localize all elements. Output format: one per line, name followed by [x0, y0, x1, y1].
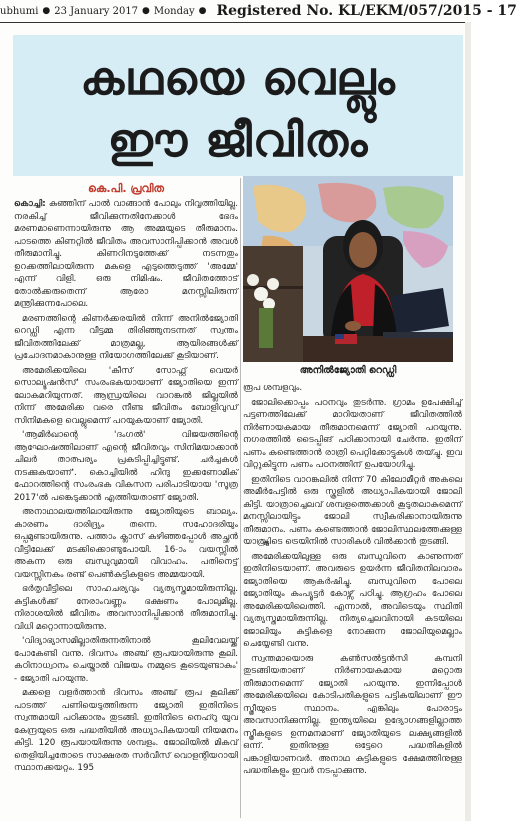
- registration-number: Registered No. KL/EKM/057/2015 - 17: [216, 3, 517, 19]
- article-paragraph: മക്കളെ വളർത്താൻ ദിവസം അഞ്ച് രൂപ കൂലിക്ക് പാടത്ത് പണിയെടുത്തിരുന്ന ജ്യോതി ഇതിനിടെ സ്വന്തമായി പഠിക്കാനും തുടങ്ങി. ഇതിനിടെ നെഹ്റു യുവ കേന്ദ്രയുടെ ഒരു പദ്ധതിയിൽ അധ്യാപികയായി നിയമനം കിട്ടി. 120 രൂപയായിരുന്നു ശമ്പളം. ജോലിയിൽ മികവ് തെളിയിച്ചതോടെ സാക്ഷരത സർവീസ് വൊളന്റിയറായി സ്ഥാനക്കയറ്റം. 195: [14, 688, 238, 773]
- byline: കെ.പി. പ്രവിത: [88, 182, 164, 195]
- article-paragraph: രൂപ ശമ്പളവും.: [243, 383, 303, 393]
- paragraph-text: കുഞ്ഞിന് പാൽ വാങ്ങാൻ പോലും നിവൃത്തിയില്ല. നരകിച്ച് ജീവിക്കുന്നതിനേക്കാൾ ഭേദം മരണമാണെന്നായിരുന്നു ആ അമ്മയുടെ തീരുമാനം. പാടത്തെ കിണറ്റിൽ ജീവിതം അവസാനിപ്പിക്കാൻ അവൾ തീരുമാനിച്ചു. കിണറിനടുത്തേക്ക് നടന്നതും ഉറക്കത്തിലായിരുന്ന മകളെ എടുത്തെടുത്ത് 'അമ്മേ' എന്ന് വിളി. ഒരു നിമിഷം. ജീവിതത്തോട് തോൽക്കരുതെന്ന് ആരോ മനസ്സിലിരുന്ന് മന്ത്രിക്കുന്നപോലെ.: [14, 199, 238, 309]
- article-paragraph: അമേരിക്കയിലെ 'കീസ് സോഫ്റ്റ് വെയർ സൊല്യൂഷൻസ്' സംരംഭകയായാണ് ജ്യോതിയെ ഇന്ന് ലോകമറിയുന്നത്. ആന്ധ്രയിലെ വാറങ്കൽ ജില്ലയിൽ നിന്ന് അമേരിക്ക വരെ നീണ്ട ജീവിതം ബോളിവുഡ് സിനിമകളെ വെല്ലുമെന്ന് പറയുകയാണ് ജ്യോതി.: [14, 365, 238, 426]
- article-paragraph: സ്വന്തമായൊരു കൺസൽട്ടൻസി കമ്പനി തുടങ്ങിയതാണ് നിർണായകമായ മറ്റൊരു തീരുമാനമെന്ന് ജ്യോതി പറയുന്നു. ഇന്നിപ്പോൾ അമേരിക്കയിലെ കോടിപതികളുടെ പട്ടികയിലാണ് ഈ സ്ത്രീയുടെ സ്ഥാനം. എങ്കിലും പോരാട്ടം അവസാനിക്കുന്നില്ല. ഇന്ത്യയിലെ ഉദ്യോഗങ്ങളില്ലാത്ത സ്ത്രീകളുടെ ഉന്നമനമാണ് ജ്യോതിയുടെ ലക്ഷ്യങ്ങളിൽ ഒന്ന്. ഇതിനുള്ള ഒട്ടേറെ പദ്ധതികളിൽ പങ്കാളിയാണവർ. അനാഥ കുട്ടികളുടെ ക്ഷേമത്തിനുള്ള പദ്ധതികളും ഇവർ നടപ്പാക്കുന്നു.: [243, 653, 462, 776]
- dateline: കൊച്ചി:: [14, 199, 46, 209]
- article-paragraph: ജോലിക്കൊപ്പം പഠനവും തുടർന്നു. ഗ്രാമം ഉപേക്ഷിച്ച് പട്ടണത്തിലേക്ക് മാറിയതാണ് ജീവിതത്തിൽ നിർണായകമായ തീരുമാനമെന്ന് ജ്യോതി പറയുന്നു. നഗരത്തിൽ ടൈപ്പിങ് പഠിക്കാനായി ചേർന്നു. ഇതിന് പണം കണ്ടെത്താൻ രാത്രി പെറ്റിക്കോട്ടുകൾ തയ്ച്ചു. ഇവ വിറ്റുകിട്ടുന്ന പണം പഠനത്തിന് ഉപയോഗിച്ചു.: [243, 397, 462, 470]
- article-column-left: [14, 198, 238, 816]
- separator-dot-icon: ●: [42, 6, 51, 16]
- article-paragraph: [14, 198, 238, 311]
- article-column-right: [243, 382, 462, 814]
- paper-name-fragment: ubhumi: [0, 5, 39, 17]
- article-photo: [243, 176, 453, 362]
- article-paragraph: അനാഥാലയത്തിലായിരുന്നു ജ്യോതിയുടെ ബാല്യം. കാരണം ദാരിദ്ര്യം തന്നെ. സഹോദരിയും ഒപ്പമുണ്ടായിരുന്നു. പത്താം ക്ലാസ് കഴിഞ്ഞപ്പോൾ അച്ഛൻ വീട്ടിലേക്ക് മടക്കിക്കൊണ്ടുപോയി. 16-ാം വയസ്സിൽ അകന്ന ഒരു ബന്ധുവുമായി വിവാഹം. പതിനെട്ട് വയസ്സിനകം രണ്ട് പെൺകുട്ടികളുടെ അമ്മയായി.: [14, 507, 238, 580]
- publication-day: Monday: [153, 5, 195, 17]
- article-paragraph: മരണത്തിന്റെ കിണർക്കരയിൽ നിന്ന് അനിൽജ്യോതി റെഡ്ഡി എന്ന വീട്ടമ്മ തിരിഞ്ഞുനടന്നത് സ്വന്തം ജീവിതത്തിലേക്ക് മാത്രമല്ല, ആയിരങ്ങൾക്ക് പ്രചോദനമാകാനുള്ള നിയോഗത്തിലേക്ക് കൂടിയാണ്.: [14, 313, 238, 361]
- separator-dot-icon: ●: [198, 6, 207, 16]
- article-paragraph: ഇതിനിടെ വാറങ്കലിൽ നിന്ന് 70 കിലോമീറ്റർ അകലെ അമീർപേട്ടിൽ ഒരു സ്കൂളിൽ അധ്യാപികയായി ജോലി കിട്ടി. യാത്രാച്ചെലവ് ശമ്പളത്തെക്കാൾ കൂടുതലാകുമെന്ന് മനസ്സിലായിട്ടും ജോലി സ്വീകരിക്കാനായിരുന്നു തീരുമാനം. പണം കണ്ടെത്താൻ ജോലിസ്ഥലത്തേക്കുള്ള യാത്ര്യ്ക്കിടെ ട്രെയിനിൽ സാരികൾ വിൽക്കാൻ തുടങ്ങി.: [243, 474, 462, 547]
- masthead: [0, 0, 517, 23]
- photo-caption: അനിൽജ്യോതി റെഡ്ഡി: [299, 365, 397, 376]
- headline-line-1: കഥയെ വെല്ലും: [80, 51, 396, 105]
- separator-dot-icon: ●: [142, 6, 150, 16]
- article-paragraph: 'ആമിർഖാന്റെ 'ദംഗൽ' വിജയത്തിന്റെ ആഘോഷത്തിലാണ് എന്റെ ജീവിതവും സിനിമയാക്കാൻ ചിലർ താത്പര്യം പ്രകടിപ്പിച്ചിട്ടുണ്ട്. ചർച്ചകൾ നടക്കുകയാണ്'. കൊച്ചിയിൽ ഹിന്ദു ഇക്കണോമിക് ഫോറത്തിന്റെ സംരംഭക വികസന പരിപാടിയായ 'സൂത്ര 2017'ൽ പങ്കെടുക്കാൻ എത്തിയതാണ് ജ്യോതി.: [14, 430, 238, 503]
- headline-line-2: ഈ ജീവിതം: [107, 113, 369, 167]
- article-paragraph: അമേരിക്കയിലുള്ള ഒരു ബന്ധുവിനെ കാണുന്നത് ഇതിനിടെയാണ്. അവരുടെ ഉയർന്ന ജീവിതനിലവാരം ജ്യോതിയെ ആകർഷിച്ചു. ബന്ധുവിനെ പോലെ ജ്യോതിയും കംപ്യൂട്ടർ കോഴ്സ് പഠിച്ചു. ആഗ്രഹം പോലെ അമേരിക്കയിലെത്തി. എന്നാൽ, അവിടെയും സ്ഥിതി വ്യത്യസ്തമായിരുന്നില്ല. നിത്യച്ചെലവിനായി കടയിലെ ജോലിയും കുട്ടികളെ നോക്കുന്ന ജോലിയുമെല്ലാം ചെയ്യേണ്ടി വന്നു.: [243, 551, 462, 649]
- page-edge: [465, 22, 471, 821]
- headline-panel: [13, 35, 463, 176]
- article-paragraph: 'വിദ്യാഭ്യാസമില്ലാതിരുന്നതിനാൽ കൂലിവേലയ്ക്ക് പോകേണ്ടി വന്നു. ദിവസം അഞ്ച് രൂപയായിരുന്നു കൂലി. കഠിനാധ്വാനം ചെയ്താൽ വിജയം നമ്മുടെ കൂടെയുണ്ടാകും' - ജ്യോതി പറയുന്നു.: [14, 636, 238, 684]
- publication-date: 23 January 2017: [54, 5, 139, 17]
- article-paragraph: ഭർതൃവീട്ടിലെ സാഹചര്യവും വ്യത്യസ്തമായിരുന്നില്ല. കുട്ടികൾക്ക് നേരാംവണ്ണം ഭക്ഷണം പോലുമില്ല. നിരാശയിൽ ജീവിതം അവസാനിപ്പിക്കാൻ തീരുമാനിച്ചു. വിധി മറ്റൊന്നായിരുന്നു.: [14, 584, 238, 632]
- column-divider: [240, 178, 241, 818]
